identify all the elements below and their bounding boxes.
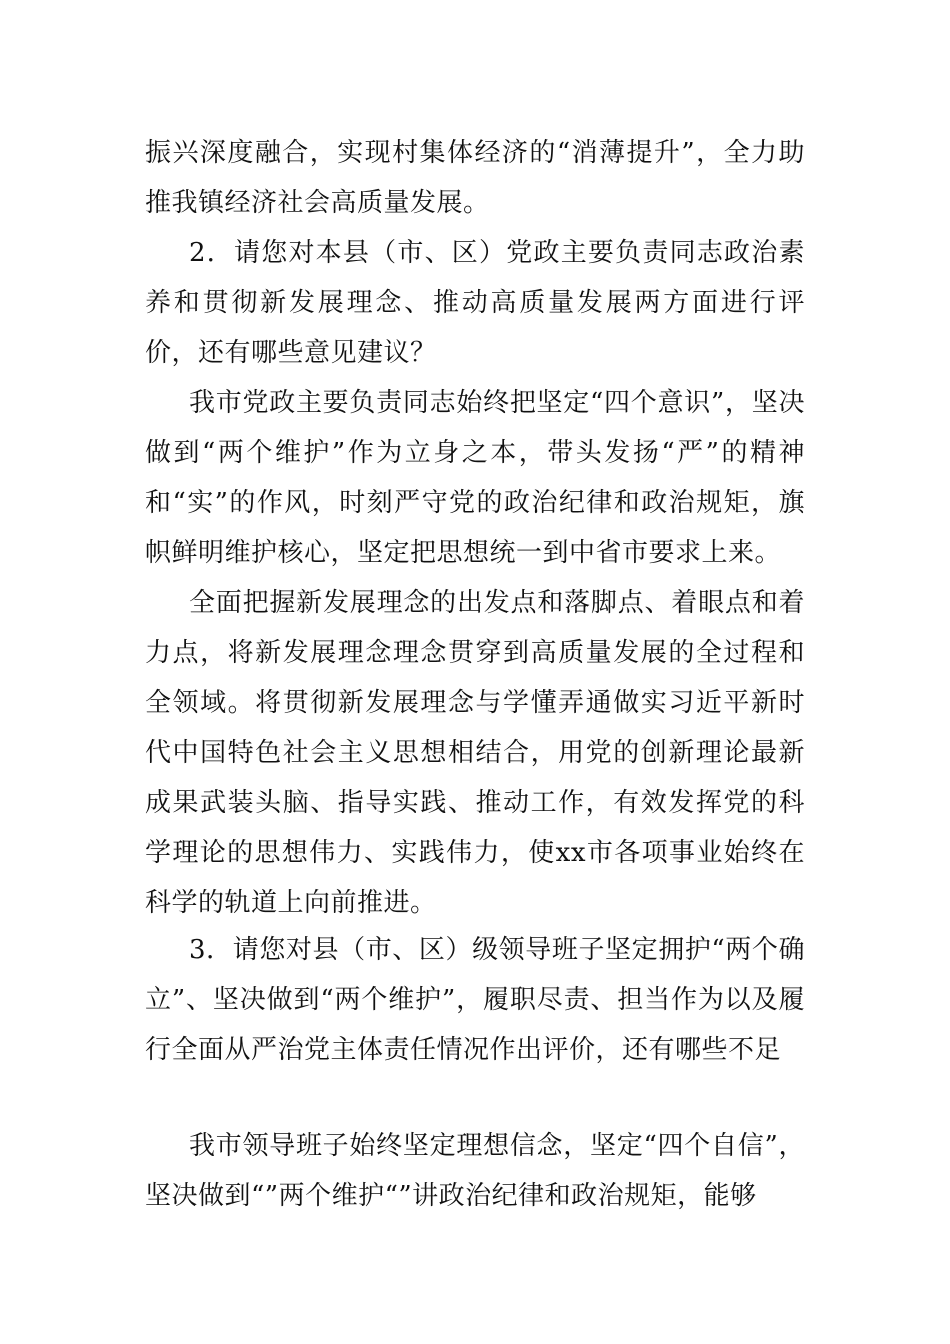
paragraph-4: 全面把握新发展理念的出发点和落脚点、着眼点和着力点，将新发展理念理念贯穿到高质量发展的全过程和全领域。将贯彻新发展理念与学懂弄通做实习近平新时代中国特色社会主义思想相结合，用党的创新理论最新成果武装头脑、指导实践、推动工作，有效发挥党的科学理论的思想伟力、实践伟力，使xx市各项事业始终在科学的轨道上向前推进。: [145, 588, 805, 918]
paragraph-continuation: [145, 128, 805, 228]
question-2-block: [145, 228, 805, 378]
answer-3-block: [145, 1121, 805, 1221]
answer-2-block: [145, 378, 805, 578]
question-3-block: [145, 925, 805, 1075]
paragraph-5: 3．请您对县（市、区）级领导班子坚定拥护“两个确立”、坚决做到“两个维护”，履职尽责、担当作为以及履行全面从严治党主体责任情况作出评价，还有哪些不足: [145, 935, 805, 1065]
paragraph-2: 2．请您对本县（市、区）党政主要负责同志政治素养和贯彻新发展理念、推动高质量发展两方面进行评价，还有哪些意见建议？: [145, 238, 805, 368]
paragraph-6: 我市领导班子始终坚定理想信念，坚定“四个自信”，坚决做到“”两个维护“”讲政治纪律和政治规矩，能够: [145, 1131, 805, 1211]
paragraph-3: 我市党政主要负责同志始终把坚定“四个意识”，坚决做到“两个维护”作为立身之本，带头发扬“严”的精神和“实”的作风，时刻严守党的政治纪律和政治规矩，旗帜鲜明维护核心，坚定把思想统一到中省市要求上来。: [145, 388, 805, 568]
paragraph-1: 振兴深度融合，实现村集体经济的“消薄提升”，全力助推我镇经济社会高质量发展。: [145, 138, 805, 218]
answer-2b-block: [145, 578, 805, 928]
